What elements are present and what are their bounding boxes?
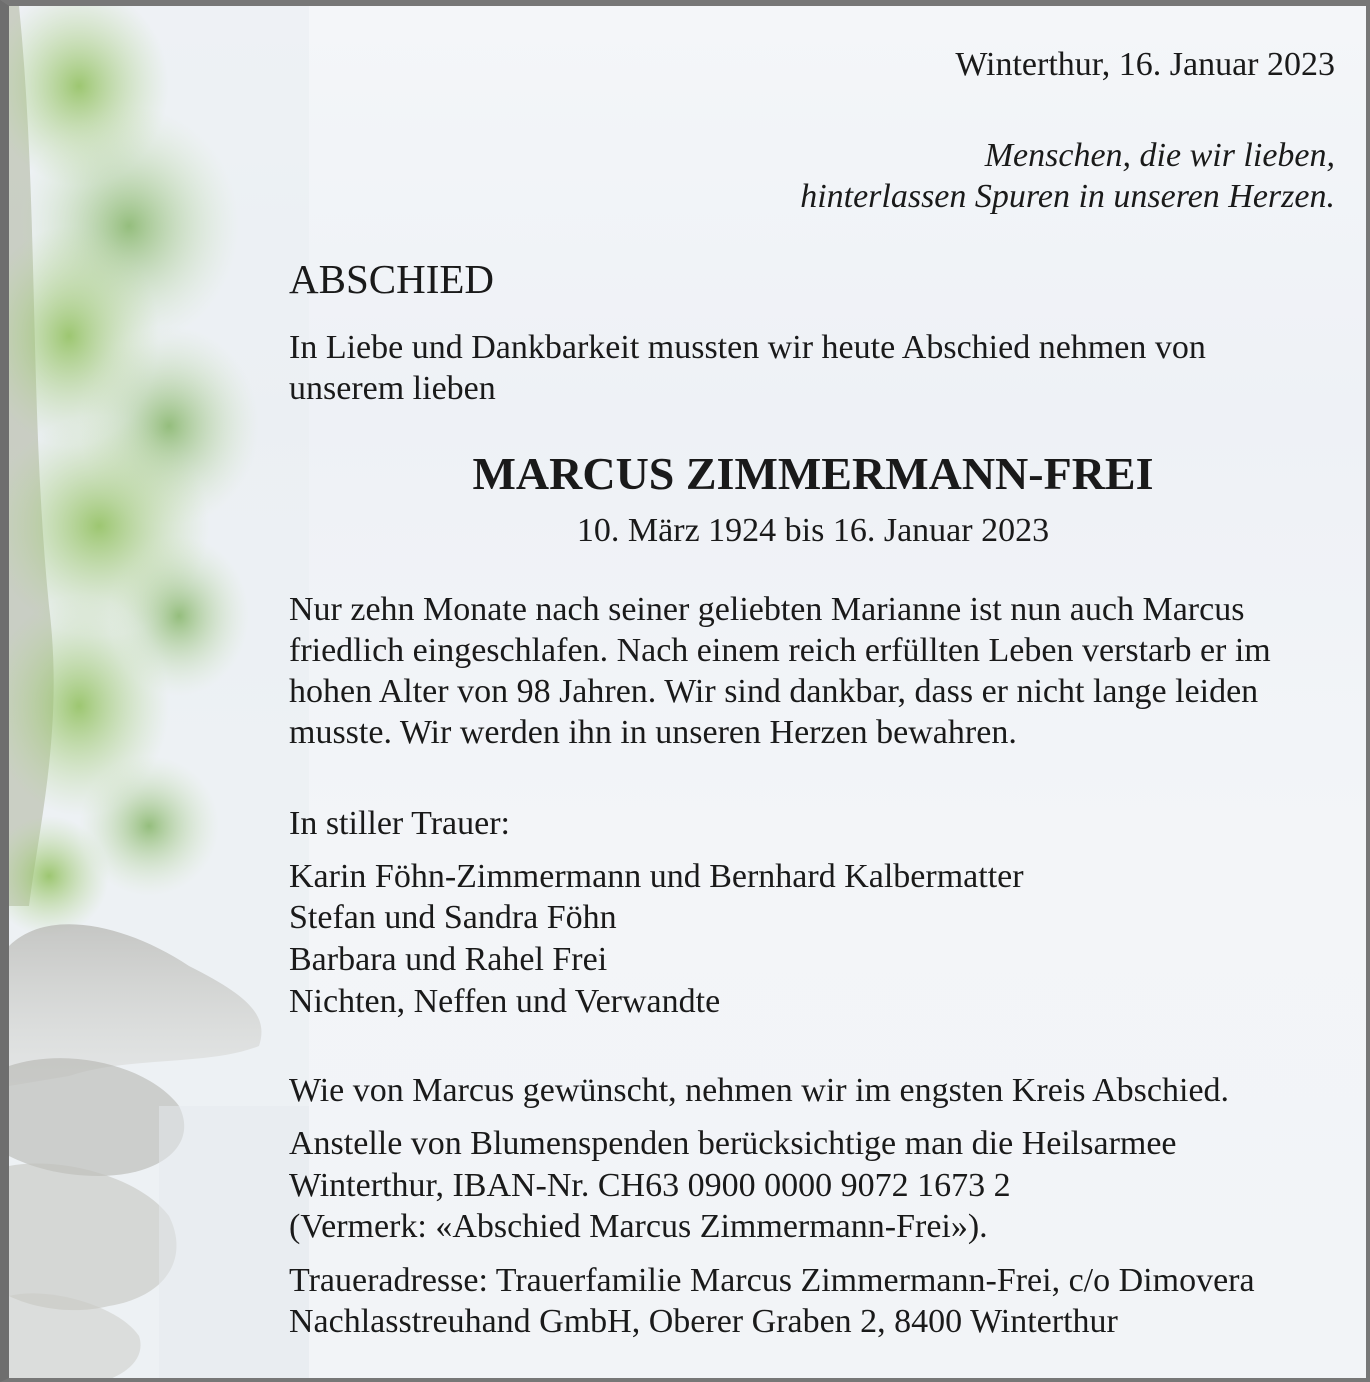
place-date: Winterthur, 16. Januar 2023 xyxy=(955,46,1335,83)
address-line: Traueradresse: Trauerfamilie Marcus Zimmermann-Frei, c/o Dimovera xyxy=(289,1262,1255,1299)
quote-line-1: Menschen, die wir lieben, xyxy=(984,137,1335,174)
mourner-line: Stefan und Sandra Föhn xyxy=(289,899,617,936)
donation-line: Anstelle von Blumenspenden berücksichtige man die Heilsarmee xyxy=(289,1125,1177,1162)
mourner-line: Barbara und Rahel Frei xyxy=(289,941,608,978)
address-line: Nachlasstreuhand GmbH, Oberer Graben 2, 8400 Winterthur xyxy=(289,1303,1118,1340)
mourning-label: In stiller Trauer: xyxy=(289,805,510,842)
deceased-name: MARCUS ZIMMERMANN-FREI xyxy=(472,448,1154,499)
body-line: musste. Wir werden ihn in unseren Herzen bewahren. xyxy=(289,714,1017,751)
body-line: Nur zehn Monate nach seiner geliebten Marianne ist nun auch Marcus xyxy=(289,591,1245,628)
mourner-line: Nichten, Neffen und Verwandte xyxy=(289,983,721,1020)
quote-line-2: hinterlassen Spuren in unseren Herzen. xyxy=(800,178,1335,215)
body-line: hohen Alter von 98 Jahren. Wir sind dankbar, dass er nicht lange leiden xyxy=(289,673,1259,710)
life-dates: 10. März 1924 bis 16. Januar 2023 xyxy=(576,512,1050,549)
notice-text xyxy=(9,6,1370,1382)
notice-heading: ABSCHIED xyxy=(289,256,495,302)
donation-line: (Vermerk: «Abschied Marcus Zimmermann-Frei»). xyxy=(289,1208,988,1245)
donation-line: Winterthur, IBAN-Nr. CH63 0900 0000 9072 1673 2 xyxy=(289,1167,1011,1204)
body-line: friedlich eingeschlafen. Nach einem reich erfüllten Leben verstarb er im xyxy=(289,632,1271,669)
intro-line-2: unserem lieben xyxy=(289,370,496,407)
farewell-note: Wie von Marcus gewünscht, nehmen wir im engsten Kreis Abschied. xyxy=(289,1072,1230,1109)
intro-line-1: In Liebe und Dankbarkeit mussten wir heute Abschied nehmen von xyxy=(289,329,1206,366)
mourner-line: Karin Föhn-Zimmermann und Bernhard Kalbermatter xyxy=(289,858,1024,895)
